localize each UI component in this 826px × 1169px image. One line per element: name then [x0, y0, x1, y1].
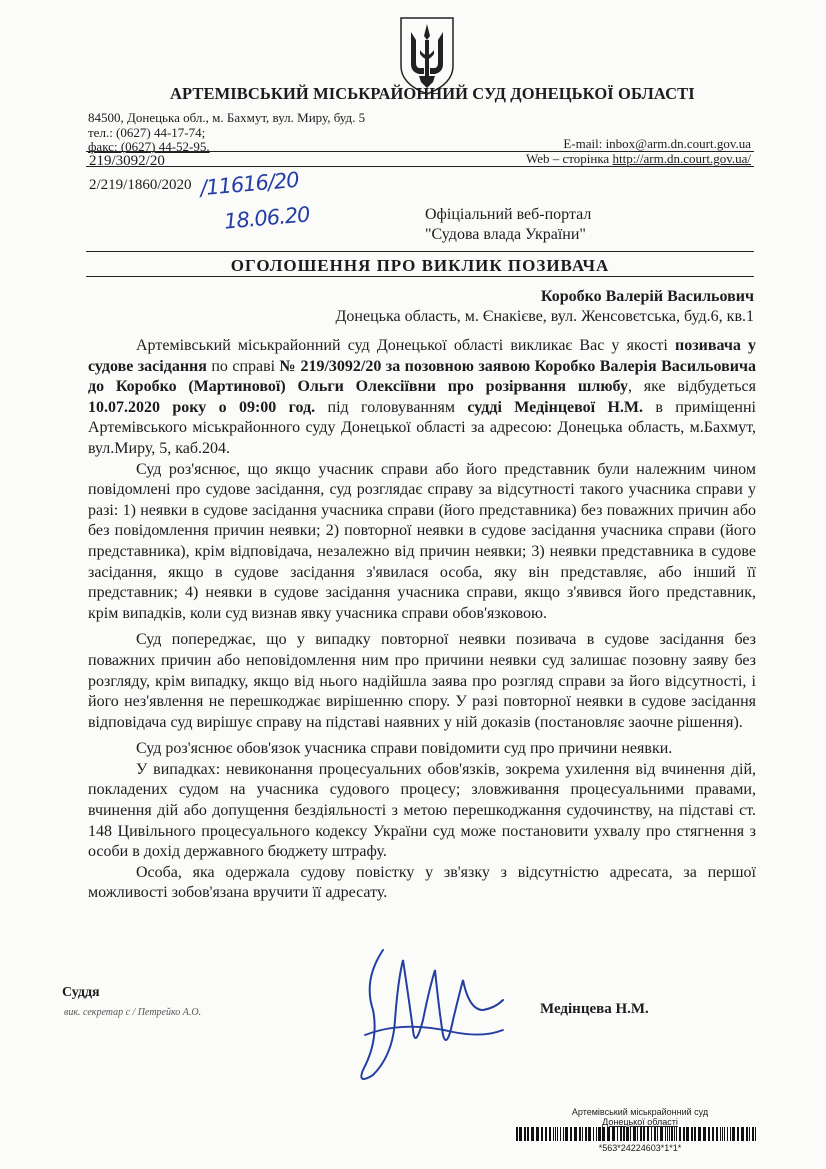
paragraph-delivery: Особа, яка одержала судову повістку у зв'язку з відсутністю адресата, за першої можливості зобов'язана вручити її адресату.: [88, 863, 756, 902]
paragraph-notify-duty: Суд роз'яснює обов'язок учасника справи повідомити суд про причини неявки.: [136, 740, 673, 758]
handwritten-date: 18.06.20: [223, 202, 311, 234]
proceeding-number: 2/219/1860/2020: [89, 177, 192, 193]
paragraph-warning: Суд попереджає, що у випадку повторної неявки позивача в судове засідання без поважних причин або неповідомлення ним про причини неявки суд залишає позовну заяву без розгляду, крім випадку, якщо від нього надійшла заява про розгляд справи за його відсутності, і його нез'явлення не перешкоджає вирішенню спору. У разі повторної неявки в судове засідання відповідача суд вирішує справу на підставі наявних у ній доказів (постановляє заочне рішення).: [88, 631, 756, 731]
recipient-name: Коробко Валерій Васильович: [540, 288, 754, 305]
recipient-address: Донецька область, м. Єнакієве, вул. Женсовєтська, буд.6, кв.1: [335, 308, 754, 325]
judge-signature: [343, 940, 513, 1090]
addressee-line-1: Офіціальний веб-портал: [425, 206, 592, 223]
court-name: АРТЕМІВСЬКИЙ МІСЬКРАЙОННИЙ СУД ДОНЕЦЬКОЇ ОБЛАСТІ: [170, 84, 695, 103]
barcode: [516, 1127, 756, 1141]
judge-name: Медінцева Н.М.: [540, 1001, 649, 1017]
addressee-line-2: "Судова влада України": [425, 226, 586, 243]
court-email: E-mail: inbox@arm.dn.court.gov.ua: [563, 136, 751, 151]
court-website: [506, 151, 751, 167]
court-phone: тел.: (0627) 44-17-74;: [88, 125, 206, 140]
judge-label: Суддя: [62, 985, 100, 1000]
stamp-line-2: Донецької області: [602, 1117, 678, 1127]
court-stamp: [530, 1107, 750, 1127]
court-address: 84500, Донецька обл., м. Бахмут, вул. Миру, буд. 5: [88, 110, 366, 125]
website-label: Web – сторінка: [525, 151, 613, 166]
secretary-note: вик. секретар с / Петрейко А.О.: [64, 1007, 202, 1018]
case-number: 219/3092/20: [89, 153, 165, 169]
handwritten-registration: /11616/20: [199, 167, 300, 201]
court-fax: факс: (0627) 44-52-95.: [88, 139, 210, 154]
stamp-line-1: Артемівський міськрайонний суд: [571, 1107, 709, 1117]
paragraph-absence-rules: Суд роз'яснює, що якщо учасник справи або його представник були належним чином повідомлені про судове засідання, суд розглядає справу за відсутності такого учасника справи у разі: 1) неявки в судове засідання учасника справи (його представника) без поважних причин або без повідомлення причин неявки; 2) повторної неявки в судове засідання учасника справи (його представника), крім відповідача, незалежно від причин неявки; 3) неявки представника в судове засідання, якщо в судове засідання з'явилася особа, яку він представляє, або інший її представник; 4) неявки в судове засідання учасника справи, якщо з'явився його представник, крім випадків, коли суд визнав явку учасника справи обов'язковою.: [88, 460, 756, 622]
paragraph-penalty: У випадках: невиконання процесуальних обов'язків, зокрема ухилення від вчинення дій, покладених судом на учасника судового процесу; зловживання процесуальними правами, вчинення дій або допущення бездіяльності з метою перешкоджання судочинству, на підставі ст. 148 Цивільного процесуального кодексу України суд може постановити ухвалу про стягнення з особи в дохід державного бюджету штрафу.: [88, 760, 756, 861]
website-link[interactable]: http://arm.dn.court.gov.ua/: [612, 151, 751, 166]
barcode-number: *563*24224603*1*1*: [598, 1143, 682, 1153]
paragraph-summons: Артемівський міськрайонний суд Донецької області викликає Вас у якості позивача у судове засідання по справі № 219/3092/20 за позовною заявою Коробко Валерія Васильовича до Коробко (Мартинової) Ольги Олексіївни про розірвання шлюбу, яке відбудеться 10.07.2020 року о 09:00 год. під головуванням судді Медінцевої Н.М. в приміщенні Артемівського міськрайонного суду Донецької області за адресою: Донецька область, м.Бахмут, вул.Миру, 5, каб.204.: [88, 337, 757, 457]
document-title: ОГОЛОШЕННЯ ПРО ВИКЛИК ПОЗИВАЧА: [230, 256, 610, 275]
document-body: [88, 336, 756, 904]
